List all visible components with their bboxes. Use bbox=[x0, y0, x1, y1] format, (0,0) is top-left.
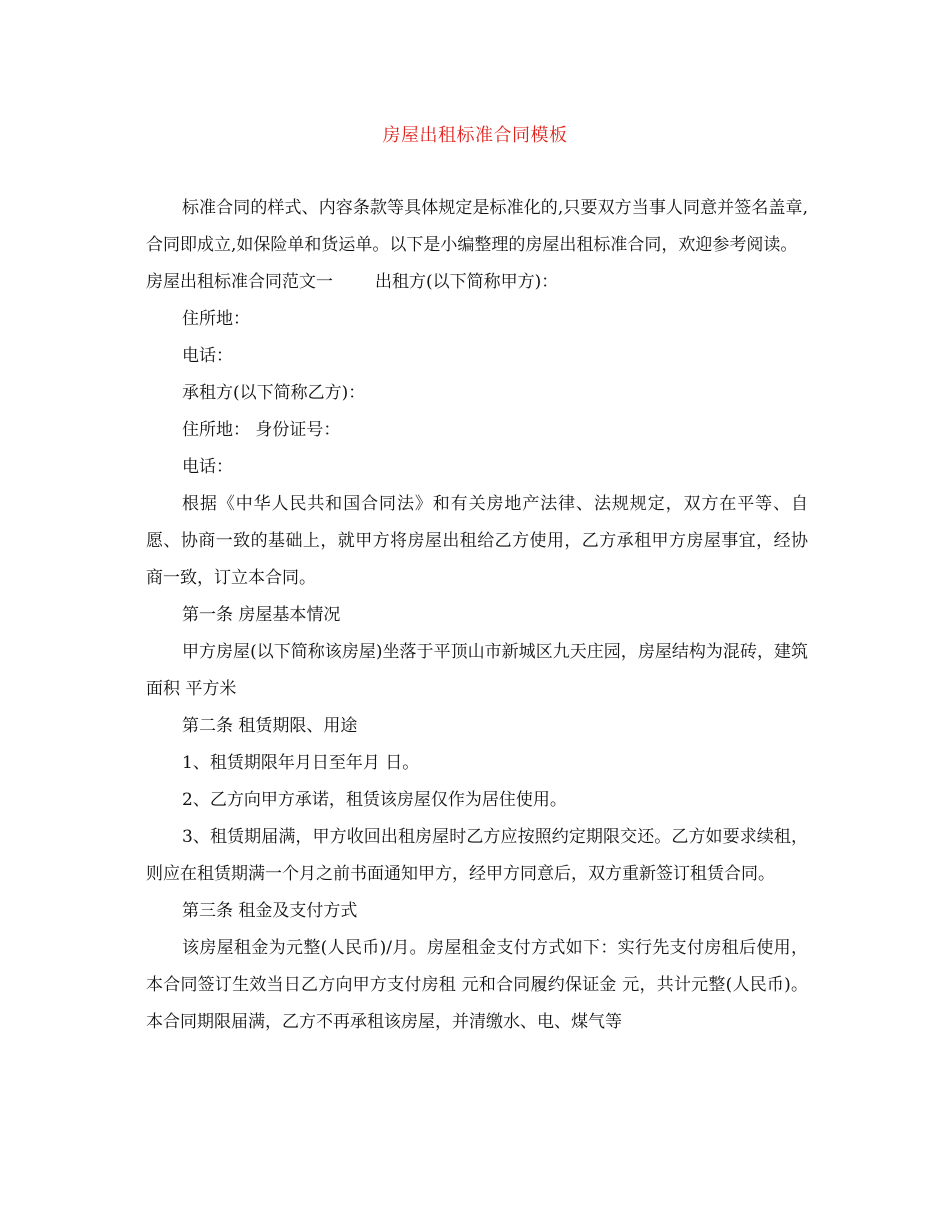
article-2-item-2: 2、乙方向甲方承诺，租赁该房屋仅作为居住使用。 bbox=[182, 790, 567, 810]
document-title: 房屋出租标准合同模板 bbox=[382, 125, 568, 146]
paragraph-lessee-address: 住所地： 身份证号： bbox=[182, 420, 341, 440]
lessor-label: 出租方(以下简称甲方)： bbox=[375, 272, 559, 292]
sample-heading-text: 房屋出租标准合同范文一 bbox=[146, 272, 333, 292]
article-1-heading: 第一条 房屋基本情况 bbox=[182, 605, 341, 625]
article-2-item-3: 3、租赁期届满，甲方收回出租房屋时乙方应按照约定期限交还。乙方如要求续租，则应在租赁期满一个月之前书面通知甲方，经甲方同意后，双方重新签订租赁合同。 bbox=[146, 827, 808, 884]
article-1-body: 甲方房屋(以下简称该房屋)坐落于平顶山市新城区九天庄园，房屋结构为混砖，建筑面积 平方米 bbox=[146, 642, 808, 699]
article-3-body: 该房屋租金为元整(人民币)/月。房屋租金支付方式如下：实行先支付房租后使用，本合同签订生效当日乙方向甲方支付房租 元和合同履约保证金 元，共计元整(人民币)。本合同期限届满，乙方不再承租该房屋，并清缴水、电、煤气等 bbox=[146, 938, 808, 1032]
article-3-heading: 第三条 租金及支付方式 bbox=[182, 901, 358, 921]
article-2-heading: 第二条 租赁期限、用途 bbox=[182, 716, 358, 736]
document-body bbox=[146, 190, 808, 1041]
paragraph-intro: 标准合同的样式、内容条款等具体规定是标准化的,只要双方当事人同意并签名盖章,合同即成立,如保险单和货运单。以下是小编整理的房屋出租标准合同，欢迎参考阅读。 bbox=[146, 198, 808, 255]
paragraph-lessor-phone: 电话： bbox=[182, 346, 233, 366]
paragraph-lessee-label: 承租方(以下简称乙方)： bbox=[182, 383, 366, 403]
article-2-item-1: 1、租赁期限年月日至年月 日。 bbox=[182, 753, 420, 773]
paragraph-sample-heading bbox=[146, 264, 808, 301]
paragraph-lessor-address: 住所地： bbox=[182, 309, 250, 329]
paragraph-lessee-phone: 电话： bbox=[182, 457, 233, 477]
paragraph-legal-basis: 根据《中华人民共和国合同法》和有关房地产法律、法规规定，双方在平等、自愿、协商一致的基础上，就甲方将房屋出租给乙方使用，乙方承租甲方房屋事宜，经协商一致，订立本合同。 bbox=[146, 494, 808, 588]
